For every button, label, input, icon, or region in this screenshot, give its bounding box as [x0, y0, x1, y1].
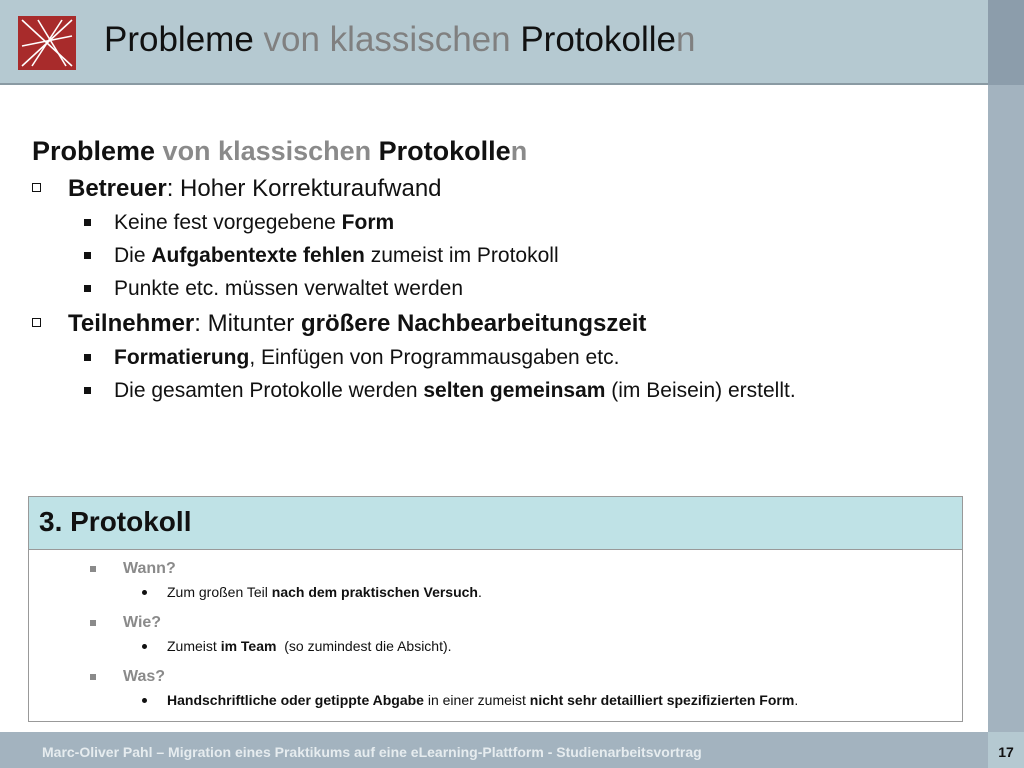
page-number: 17: [998, 744, 1014, 760]
box-body: [29, 550, 962, 708]
square-bullet-icon: [32, 183, 41, 192]
question-was: Was?: [29, 668, 962, 686]
answer-wann: Zum großen Teil nach dem praktischen Versuch.: [29, 584, 962, 600]
question-wie: Wie?: [29, 614, 962, 632]
question-wann: Wann?: [29, 560, 962, 578]
right-sidebar-top: [988, 0, 1024, 85]
answer-wie: Zumeist im Team (so zumindest die Absicht).: [29, 638, 962, 654]
list-item: Formatierung, Einfügen von Programmausgaben etc.: [32, 346, 972, 370]
dot-bullet-icon: [142, 698, 147, 703]
dot-bullet-icon: [142, 644, 147, 649]
box-title: 3. Protokoll: [39, 506, 192, 537]
protokoll-box: [28, 496, 963, 722]
filled-square-bullet-icon: [84, 387, 91, 394]
filled-square-bullet-icon: [84, 252, 91, 259]
square-bullet-icon: [32, 318, 41, 327]
list-item: Keine fest vorgegebene Form: [32, 211, 972, 235]
slide-title: Probleme von klassischen Protokollen: [104, 20, 696, 59]
box-header: [29, 497, 962, 550]
logo-icon: [18, 16, 76, 70]
footer-text: Marc-Oliver Pahl – Migration eines Praktikums auf eine eLearning-Plattform - Studienarbeitsvortrag: [42, 744, 702, 760]
filled-square-bullet-icon: [84, 285, 91, 292]
main-content: [32, 136, 972, 412]
dot-bullet-icon: [142, 590, 147, 595]
filled-square-bullet-icon: [84, 219, 91, 226]
list-item: Die Aufgabentexte fehlen zumeist im Protokoll: [32, 244, 972, 268]
list-item: Die gesamten Protokolle werden selten gemeinsam (im Beisein) erstellt.: [32, 379, 972, 403]
right-sidebar: [988, 0, 1024, 768]
answer-was: Handschriftliche oder getippte Abgabe in einer zumeist nicht sehr detailliert spezifizierten Form.: [29, 692, 962, 708]
bullet-betreuer: Betreuer: Hoher Korrekturaufwand: [32, 175, 972, 203]
bullet-teilnehmer: Teilnehmer: Mitunter größere Nachbearbeitungszeit: [32, 310, 972, 338]
square-bullet-icon: [90, 674, 96, 680]
filled-square-bullet-icon: [84, 354, 91, 361]
list-item: Punkte etc. müssen verwaltet werden: [32, 277, 972, 301]
content-heading: Probleme von klassischen Protokollen: [32, 136, 528, 166]
square-bullet-icon: [90, 566, 96, 572]
square-bullet-icon: [90, 620, 96, 626]
